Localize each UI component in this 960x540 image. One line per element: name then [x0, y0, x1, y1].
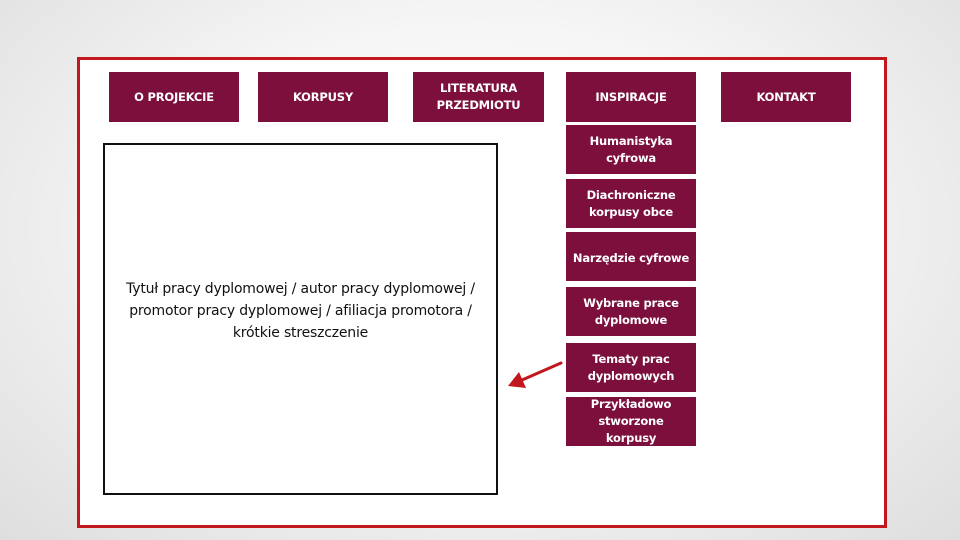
nav-inspiracje-button[interactable] [566, 72, 696, 122]
nav-o-projekcie-button[interactable] [109, 72, 239, 122]
submenu-tematy-prac-dyplomowych-button[interactable] [566, 343, 696, 392]
nav-kontakt-button[interactable] [721, 72, 851, 122]
submenu-przykladowo-stworzone-korpusy-button[interactable] [566, 397, 696, 446]
nav-inspiracje-label: INSPIRACJE [595, 89, 667, 104]
content-description: Tytuł pracy dyplomowej / autor pracy dyplomowej / promotor pracy dyplomowej / afiliacja promotora / krótkie streszczenie [126, 280, 475, 341]
nav-korpusy-label: KORPUSY [292, 89, 353, 104]
submenu-tematy-prac-dyplomowych-label: Tematy prac dyplomowych [587, 351, 675, 383]
content-panel [103, 143, 498, 495]
nav-o-projekcie-label: O PROJEKCIE [134, 89, 214, 104]
nav-korpusy-button[interactable] [258, 72, 388, 122]
submenu-humanistyka-cyfrowa-label: Humanistyka cyfrowa [589, 133, 673, 165]
submenu-diachroniczne-korpusy-obce-button[interactable] [566, 179, 696, 228]
nav-kontakt-label: KONTAKT [756, 89, 816, 104]
submenu-narzedzie-cyfrowe-button[interactable] [566, 232, 696, 281]
submenu-wybrane-prace-dyplomowe-button[interactable] [566, 287, 696, 336]
submenu-narzedzie-cyfrowe-label: Narzędzie cyfrowe [572, 251, 690, 265]
submenu-przykladowo-stworzone-korpusy-label: Przykładowo stworzone korpusy [590, 397, 672, 445]
nav-literatura-przedmiotu-label: LITERATURA PRZEDMIOTU [436, 81, 521, 112]
submenu-wybrane-prace-dyplomowe-label: Wybrane prace dyplomowe [583, 295, 679, 327]
nav-literatura-przedmiotu-button[interactable] [413, 72, 544, 122]
submenu-humanistyka-cyfrowa-button[interactable] [566, 125, 696, 174]
submenu-diachroniczne-korpusy-obce-label: Diachroniczne korpusy obce [586, 187, 676, 219]
